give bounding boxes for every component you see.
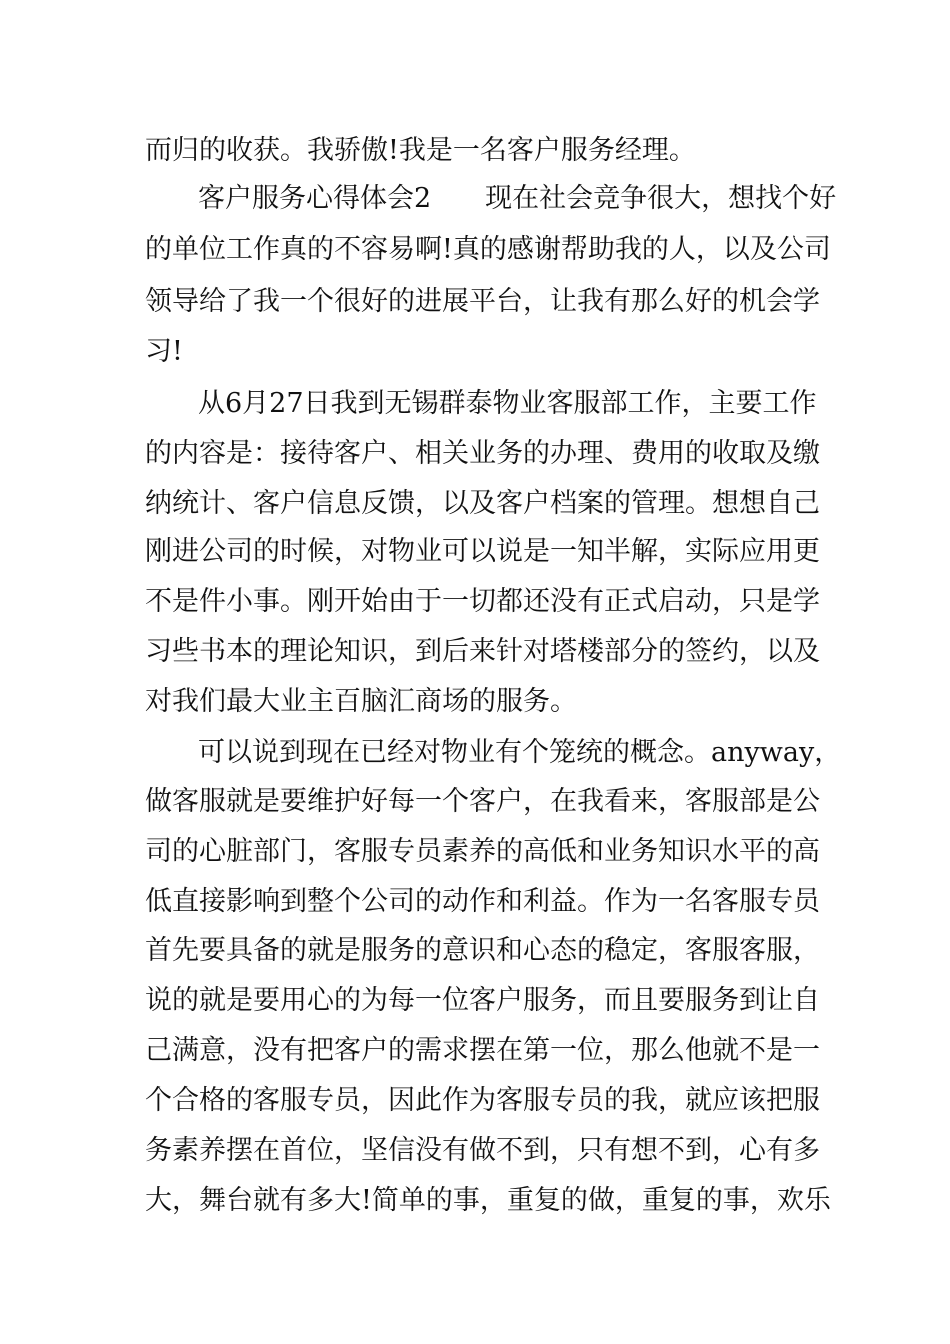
text-line: 不是件小事。刚开始由于一切都还没有正式启动，只是学 (145, 586, 820, 617)
text-line: 对我们最大业主百脑汇商场的服务。 (145, 686, 577, 717)
text-line: 务素养摆在首位，坚信没有做不到，只有想不到，心有多 (145, 1135, 820, 1166)
text-line: 低直接影响到整个公司的动作和利益。作为一名客服专员 (145, 886, 820, 917)
text-line: 客户服务心得体会2 现在社会竞争很大，想找个好 (198, 183, 837, 214)
text-line: 而归的收获。我骄傲!我是一名客户服务经理。 (145, 135, 696, 166)
text-line: 说的就是要用心的为每一位客户服务，而且要服务到让自 (145, 985, 820, 1016)
text-line: 己满意，没有把客户的需求摆在第一位，那么他就不是一 (145, 1035, 820, 1066)
text-line: 刚进公司的时候，对物业可以说是一知半解，实际应用更 (145, 536, 820, 567)
text-line: 习些书本的理论知识，到后来针对塔楼部分的签约，以及 (145, 636, 820, 667)
text-line: 可以说到现在已经对物业有个笼统的概念。anyway， (198, 737, 842, 768)
text-line: 做客服就是要维护好每一个客户，在我看来，客服部是公 (145, 786, 820, 817)
text-line: 习! (145, 336, 183, 367)
text-line: 的内容是：接待客户、相关业务的办理、费用的收取及缴 (145, 438, 820, 469)
text-line: 从6月27日我到无锡群泰物业客服部工作，主要工作 (198, 388, 817, 419)
text-line: 个合格的客服专员，因此作为客服专员的我，就应该把服 (145, 1085, 820, 1116)
text-line: 大，舞台就有多大!简单的事，重复的做，重复的事，欢乐 (145, 1185, 831, 1216)
text-line: 领导给了我一个很好的进展平台，让我有那么好的机会学 (145, 286, 820, 317)
text-line: 首先要具备的就是服务的意识和心态的稳定，客服客服， (145, 935, 820, 966)
text-line: 纳统计、客户信息反馈，以及客户档案的管理。想想自己 (145, 488, 820, 519)
text-line: 的单位工作真的不容易啊!真的感谢帮助我的人，以及公司 (145, 234, 831, 265)
text-line: 司的心脏部门，客服专员素养的高低和业务知识水平的高 (145, 836, 820, 867)
